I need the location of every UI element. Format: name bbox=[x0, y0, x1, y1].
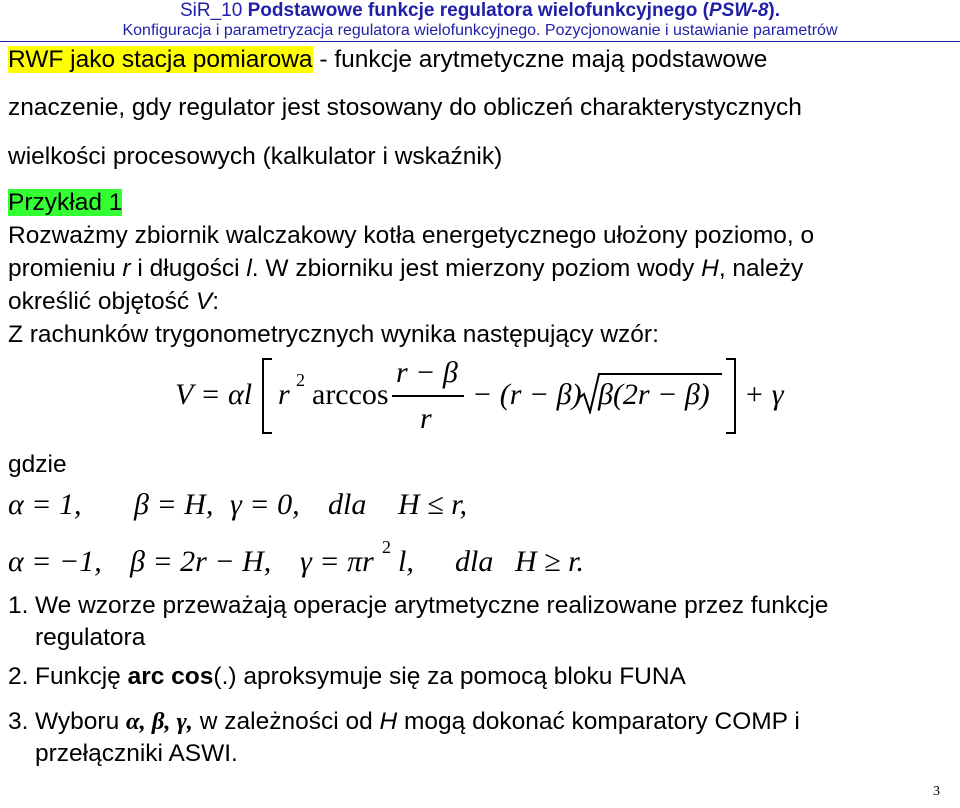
formula-arccos: arccos bbox=[312, 378, 389, 411]
intro-highlight: RWF jako stacja pomiarowa bbox=[8, 46, 313, 73]
header-subtitle: Konfiguracja i parametryzacja regulatora wielofunkcyjnego. Pozycjonowanie i ustawianie parametrów bbox=[122, 22, 838, 39]
list-item-2: 2. Funkcję arc cos(.) aproksymuje się za pomocą bloku FUNA bbox=[8, 663, 686, 690]
list-item-3: 3. Wyboru α, β, γ, w zależności od H mogą dokonać komparatory COMP i przełączniki ASWI. bbox=[8, 708, 800, 767]
right-bracket bbox=[726, 358, 736, 434]
formula-sqrt-arg: β(2r − β) bbox=[598, 378, 710, 411]
example-line-2: promieniu r i długości l. W zbiorniku jest mierzony poziom wody H, należy bbox=[8, 255, 804, 282]
page-number: 3 bbox=[933, 784, 940, 799]
case2-gamma: γ = πr bbox=[300, 545, 374, 578]
intro-line-2: znaczenie, gdy regulator jest stosowany do obliczeń charakterystycznych bbox=[8, 94, 802, 121]
formula-plus-gamma: + γ bbox=[744, 378, 784, 411]
gdzie-label: gdzie bbox=[8, 451, 67, 478]
formula-r: r bbox=[278, 378, 290, 411]
intro-line-3: wielkości procesowych (kalkulator i wskaźnik) bbox=[8, 143, 503, 170]
formula-square: 2 bbox=[296, 370, 305, 390]
fraction-bar bbox=[392, 395, 464, 397]
formula-lhs: V = αl bbox=[175, 378, 253, 411]
case1-beta: β = H, bbox=[134, 488, 214, 521]
case2-beta: β = 2r − H, bbox=[130, 545, 272, 578]
list-item-1: 1. We wzorze przeważają operacje arytmetyczne realizowane przez funkcje regulatora bbox=[8, 592, 829, 651]
formula-numerator: r − β bbox=[396, 356, 458, 389]
case1-condition: H ≤ r, bbox=[398, 488, 467, 521]
formula-middle: − (r − β) bbox=[472, 378, 582, 411]
case2-square: 2 bbox=[382, 537, 391, 557]
case2-alpha: α = −1, bbox=[8, 545, 102, 578]
left-bracket bbox=[262, 358, 272, 434]
case2-condition: H ≥ r. bbox=[515, 545, 584, 578]
case2-dla: dla bbox=[455, 545, 494, 578]
sqrt-sign bbox=[578, 372, 600, 414]
case1-dla: dla bbox=[328, 488, 367, 521]
example-line-3: określić objętość V: bbox=[8, 288, 220, 315]
formula-denominator: r bbox=[420, 402, 432, 435]
header-divider bbox=[0, 41, 960, 42]
example-label: Przykład 1 bbox=[8, 189, 123, 216]
example-line-4: Z rachunków trygonometrycznych wynika następujący wzór: bbox=[8, 321, 659, 348]
example-line-1: Rozważmy zbiornik walczakowy kotła energetycznego ułożony poziomo, o bbox=[8, 222, 815, 249]
sqrt-vinculum bbox=[598, 373, 722, 375]
case2-length: l, bbox=[398, 545, 414, 578]
header-title: SiR_10 Podstawowe funkcje regulatora wielofunkcyjnego (PSW-8). bbox=[179, 0, 781, 21]
case1-alpha: α = 1, bbox=[8, 488, 82, 521]
intro-line-1: RWF jako stacja pomiarowa - funkcje arytmetyczne mają podstawowe bbox=[8, 46, 768, 73]
case1-gamma: γ = 0, bbox=[230, 488, 300, 521]
